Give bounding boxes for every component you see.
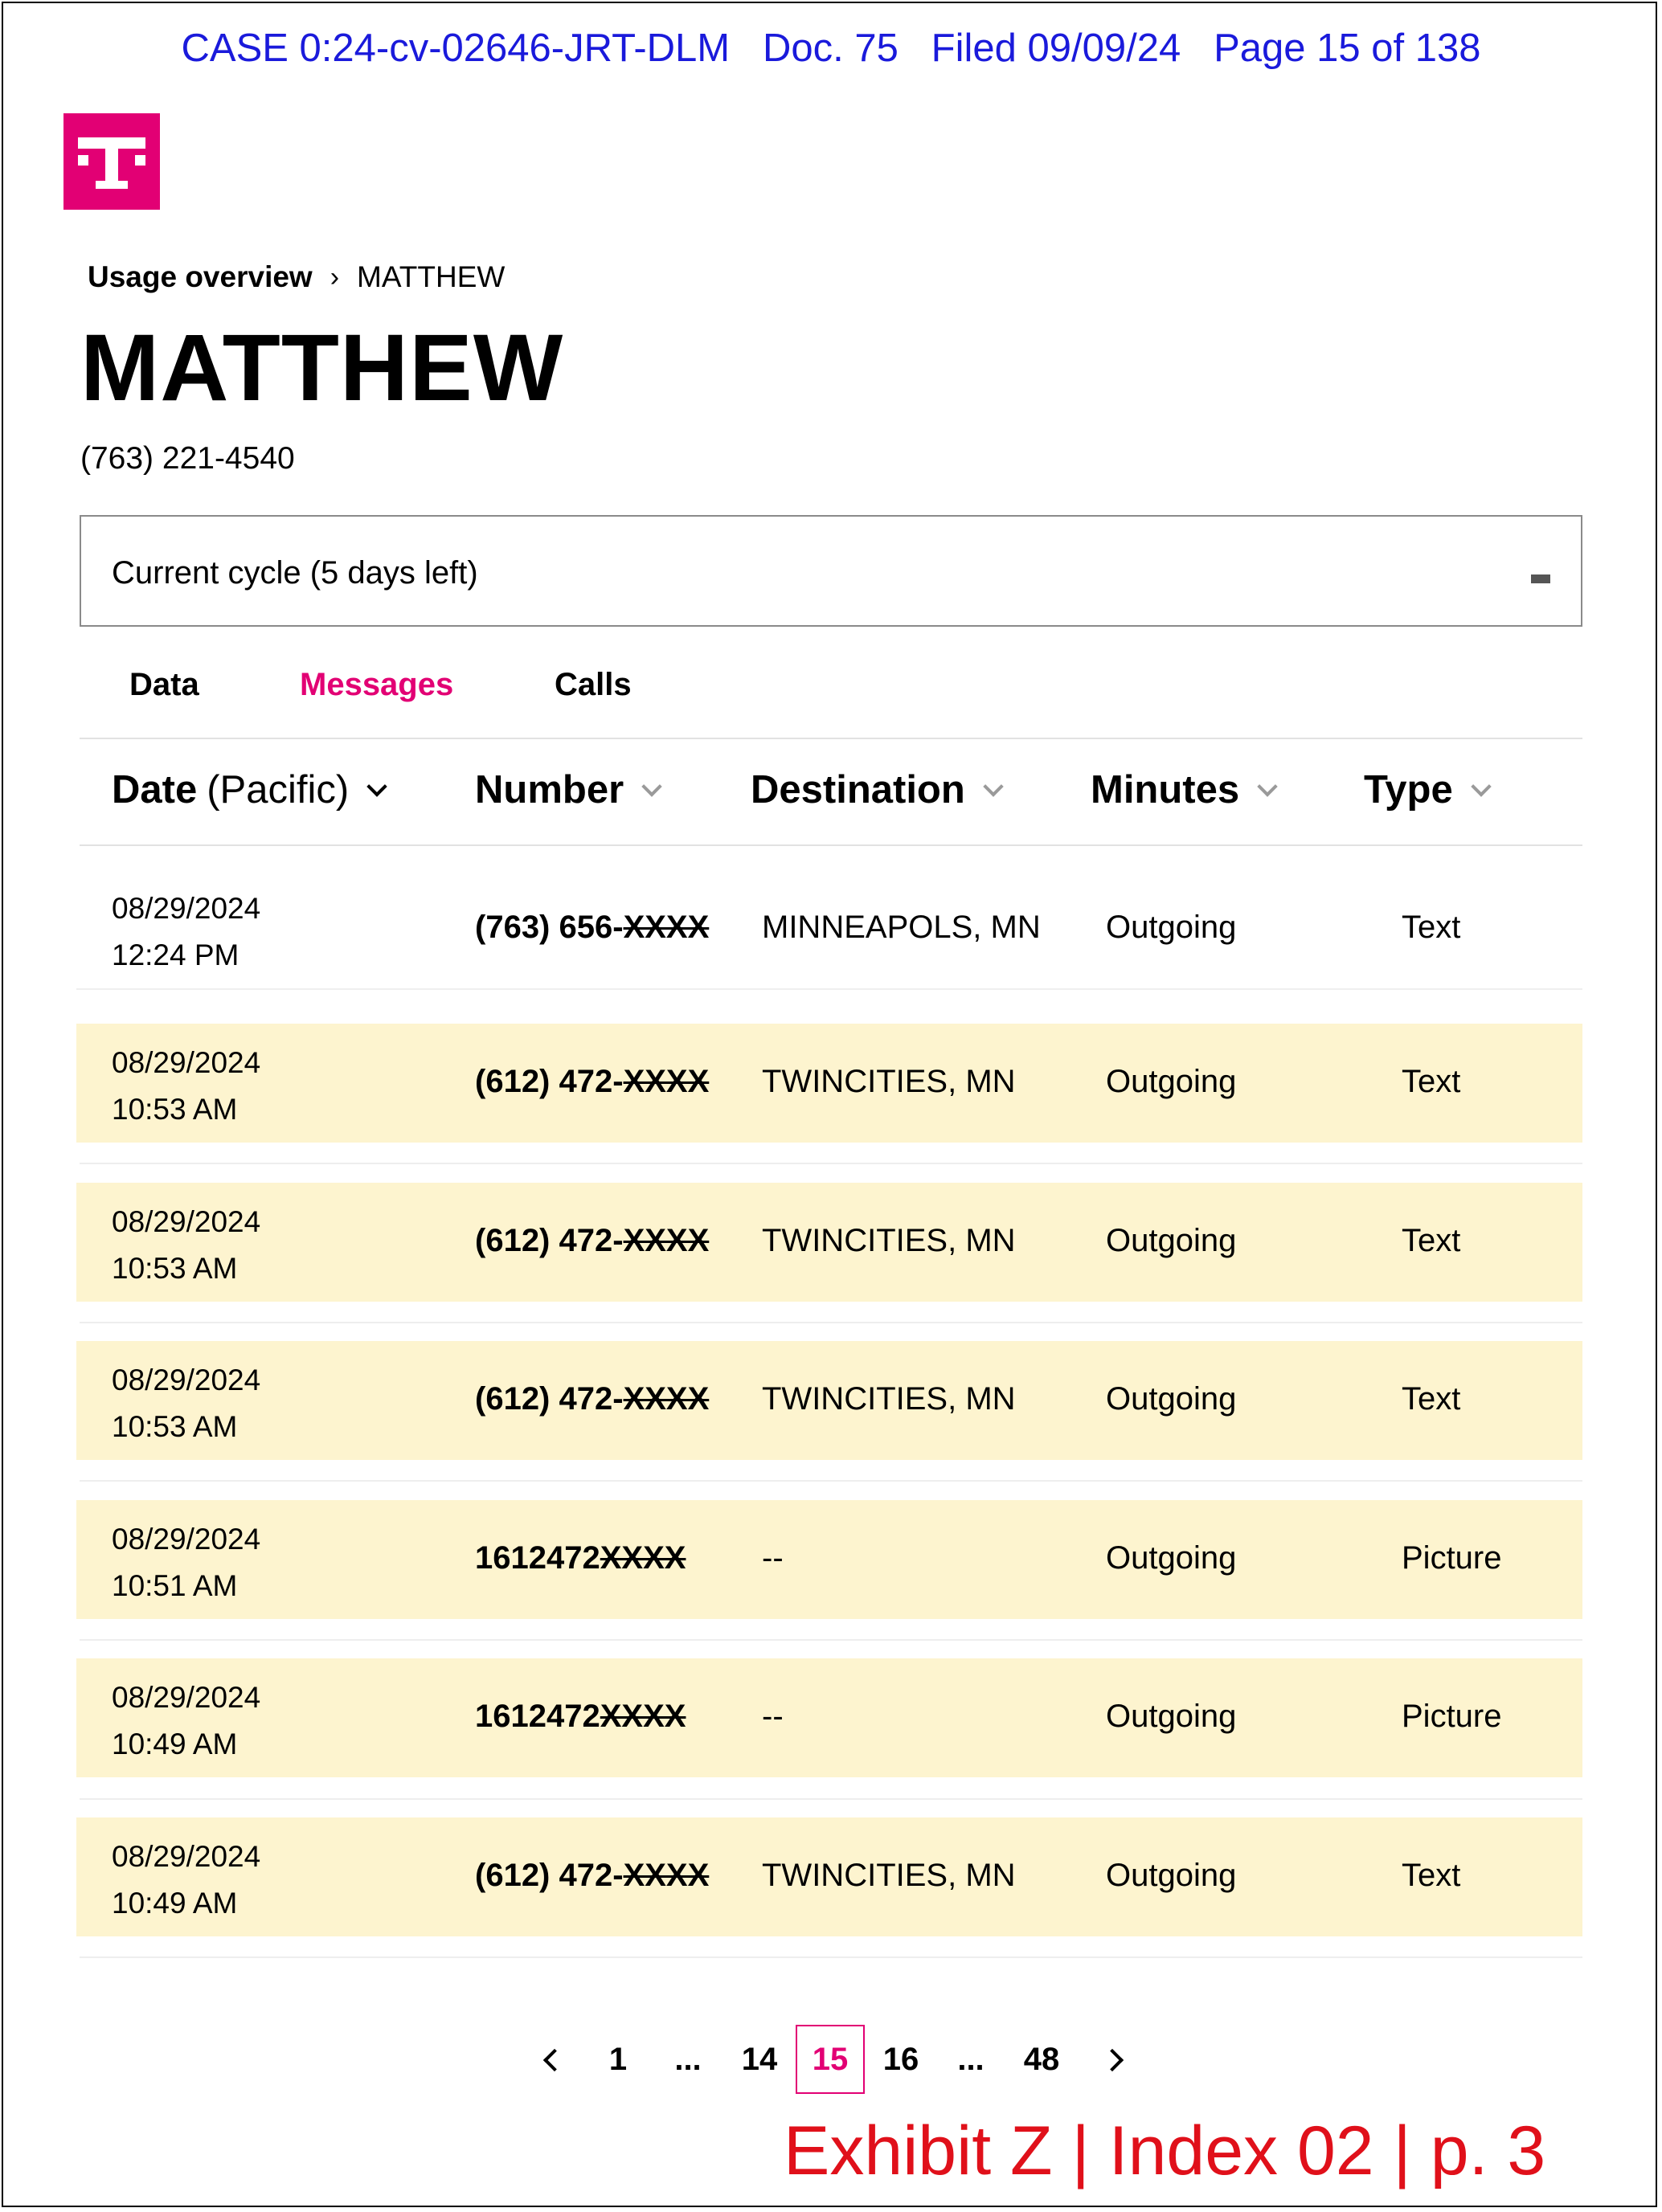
divider (80, 1798, 1582, 1800)
row-date-cell (112, 1199, 260, 1292)
row-type: Text (1402, 1064, 1461, 1099)
row-number-prefix: (612) 472- (475, 1381, 624, 1417)
row-destination: TWINCITIES, MN (762, 1223, 1016, 1258)
row-type: Picture (1402, 1540, 1502, 1576)
column-header-date[interactable] (112, 767, 384, 812)
row-number-prefix: (612) 472- (475, 1064, 624, 1099)
row-number (475, 1064, 709, 1100)
row-number (475, 1381, 709, 1417)
chevron-down-icon (366, 776, 387, 796)
row-date: 08/29/2024 (112, 1205, 261, 1238)
page-title: MATTHEW (80, 315, 564, 421)
row-time: 10:49 AM (112, 1887, 238, 1920)
row-minutes: Outgoing (1106, 1381, 1237, 1417)
line-phone-number: (763) 221-4540 (80, 441, 295, 476)
breadcrumb (88, 260, 505, 294)
row-destination: -- (762, 1699, 784, 1734)
column-header-destination[interactable] (751, 767, 1001, 812)
row-date-cell (112, 1674, 260, 1768)
row-time: 10:53 AM (112, 1410, 238, 1443)
page-16-link[interactable]: 16 (882, 2042, 919, 2077)
divider (80, 1639, 1582, 1641)
row-time: 10:49 AM (112, 1727, 238, 1760)
chevron-down-icon (1471, 776, 1491, 796)
row-minutes: Outgoing (1106, 910, 1237, 945)
row-number-prefix: 1612472 (475, 1699, 600, 1734)
divider (80, 1480, 1582, 1482)
row-destination: TWINCITIES, MN (762, 1381, 1016, 1417)
tab-calls[interactable]: Calls (555, 667, 632, 702)
divider (80, 1322, 1582, 1323)
column-header-date-label: Date (112, 768, 198, 812)
table-row (76, 1024, 1582, 1143)
pagination (0, 2025, 1662, 2097)
column-header-type[interactable] (1364, 767, 1488, 812)
row-minutes: Outgoing (1106, 1858, 1237, 1893)
column-header-number-label: Number (475, 768, 624, 812)
page-14-link[interactable]: 14 (741, 2042, 778, 2077)
row-number-masked: XXXX (623, 1064, 710, 1099)
chevron-left-icon[interactable] (543, 2049, 566, 2071)
row-date: 08/29/2024 (112, 1681, 261, 1714)
row-type: Text (1402, 910, 1461, 945)
divider (80, 1163, 1582, 1164)
table-row (76, 1658, 1582, 1777)
row-number-masked: XXXX (623, 1223, 710, 1258)
breadcrumb-usage-overview-link[interactable]: Usage overview (88, 260, 313, 293)
case-header: CASE 0:24-cv-02646-JRT-DLM Doc. 75 Filed 09/09/24 Page 15 of 138 (181, 27, 1481, 70)
breadcrumb-current: MATTHEW (357, 260, 506, 293)
row-minutes: Outgoing (1106, 1699, 1237, 1734)
table-row (76, 869, 1582, 990)
chevron-down-icon (983, 776, 1003, 796)
row-time: 10:53 AM (112, 1252, 238, 1285)
row-date-cell (112, 1357, 260, 1450)
row-date-cell (112, 885, 260, 979)
row-number (475, 1699, 686, 1735)
chevron-right-icon: › (330, 261, 340, 292)
page-15-current[interactable]: 15 (796, 2025, 865, 2094)
row-destination: TWINCITIES, MN (762, 1064, 1016, 1099)
row-time: 10:51 AM (112, 1569, 238, 1602)
row-type: Text (1402, 1223, 1461, 1258)
row-type: Picture (1402, 1699, 1502, 1734)
row-destination: MINNEAPOLS, MN (762, 910, 1041, 945)
row-number-prefix: 1612472 (475, 1540, 600, 1576)
table-row (76, 1817, 1582, 1936)
row-minutes: Outgoing (1106, 1064, 1237, 1099)
row-date: 08/29/2024 (112, 1840, 261, 1873)
table-row (76, 1341, 1582, 1460)
tab-messages[interactable]: Messages (300, 667, 454, 702)
row-number-prefix: (763) 656- (475, 910, 624, 945)
row-number (475, 1223, 709, 1259)
row-time: 10:53 AM (112, 1093, 238, 1126)
table-row (76, 1500, 1582, 1619)
row-date-cell (112, 1834, 260, 1927)
row-time: 12:24 PM (112, 938, 239, 971)
row-type: Text (1402, 1858, 1461, 1893)
t-logo-icon (63, 113, 160, 210)
t-mobile-logo[interactable] (63, 113, 160, 210)
row-date-cell (112, 1040, 260, 1133)
row-date: 08/29/2024 (112, 1364, 261, 1396)
row-number-masked: XXXX (623, 1858, 710, 1893)
row-number-prefix: (612) 472- (475, 1223, 624, 1258)
row-number (475, 1858, 709, 1894)
row-minutes: Outgoing (1106, 1540, 1237, 1576)
row-number-masked: XXXX (600, 1699, 686, 1734)
row-date: 08/29/2024 (112, 1046, 261, 1079)
column-header-destination-label: Destination (751, 768, 965, 812)
row-minutes: Outgoing (1106, 1223, 1237, 1258)
row-number-prefix: (612) 472- (475, 1858, 624, 1893)
exhibit-stamp: Exhibit Z | Index 02 | p. 3 (784, 2112, 1546, 2190)
chevron-right-icon[interactable] (1101, 2049, 1124, 2071)
collapse-icon[interactable] (1531, 574, 1550, 583)
row-number-masked: XXXX (600, 1540, 686, 1576)
row-type: Text (1402, 1381, 1461, 1417)
billing-cycle-label: Current cycle (5 days left) (112, 555, 478, 591)
row-destination: TWINCITIES, MN (762, 1858, 1016, 1893)
column-header-type-label: Type (1364, 768, 1453, 812)
row-number (475, 910, 709, 946)
row-number-masked: XXXX (623, 910, 710, 945)
tab-data[interactable]: Data (129, 667, 199, 702)
row-number (475, 1540, 686, 1576)
divider (80, 738, 1582, 739)
row-destination: -- (762, 1540, 784, 1576)
page-1-link[interactable]: 1 (608, 2042, 628, 2077)
page-48-link[interactable]: 48 (1023, 2042, 1060, 2077)
row-number-masked: XXXX (623, 1381, 710, 1417)
column-header-number[interactable] (475, 767, 659, 812)
column-header-date-timezone: (Pacific) (207, 768, 350, 812)
column-header-minutes-label: Minutes (1091, 768, 1240, 812)
billing-cycle-selector[interactable] (80, 515, 1582, 627)
chevron-down-icon (1257, 776, 1277, 796)
divider (80, 844, 1582, 846)
chevron-down-icon (641, 776, 661, 796)
column-header-minutes[interactable] (1091, 767, 1275, 812)
row-date: 08/29/2024 (112, 892, 261, 925)
pagination-ellipsis: ... (674, 2042, 702, 2077)
table-row (76, 1183, 1582, 1302)
row-date-cell (112, 1516, 260, 1609)
row-date: 08/29/2024 (112, 1523, 261, 1556)
pagination-ellipsis: ... (957, 2042, 985, 2077)
divider (80, 1956, 1582, 1958)
